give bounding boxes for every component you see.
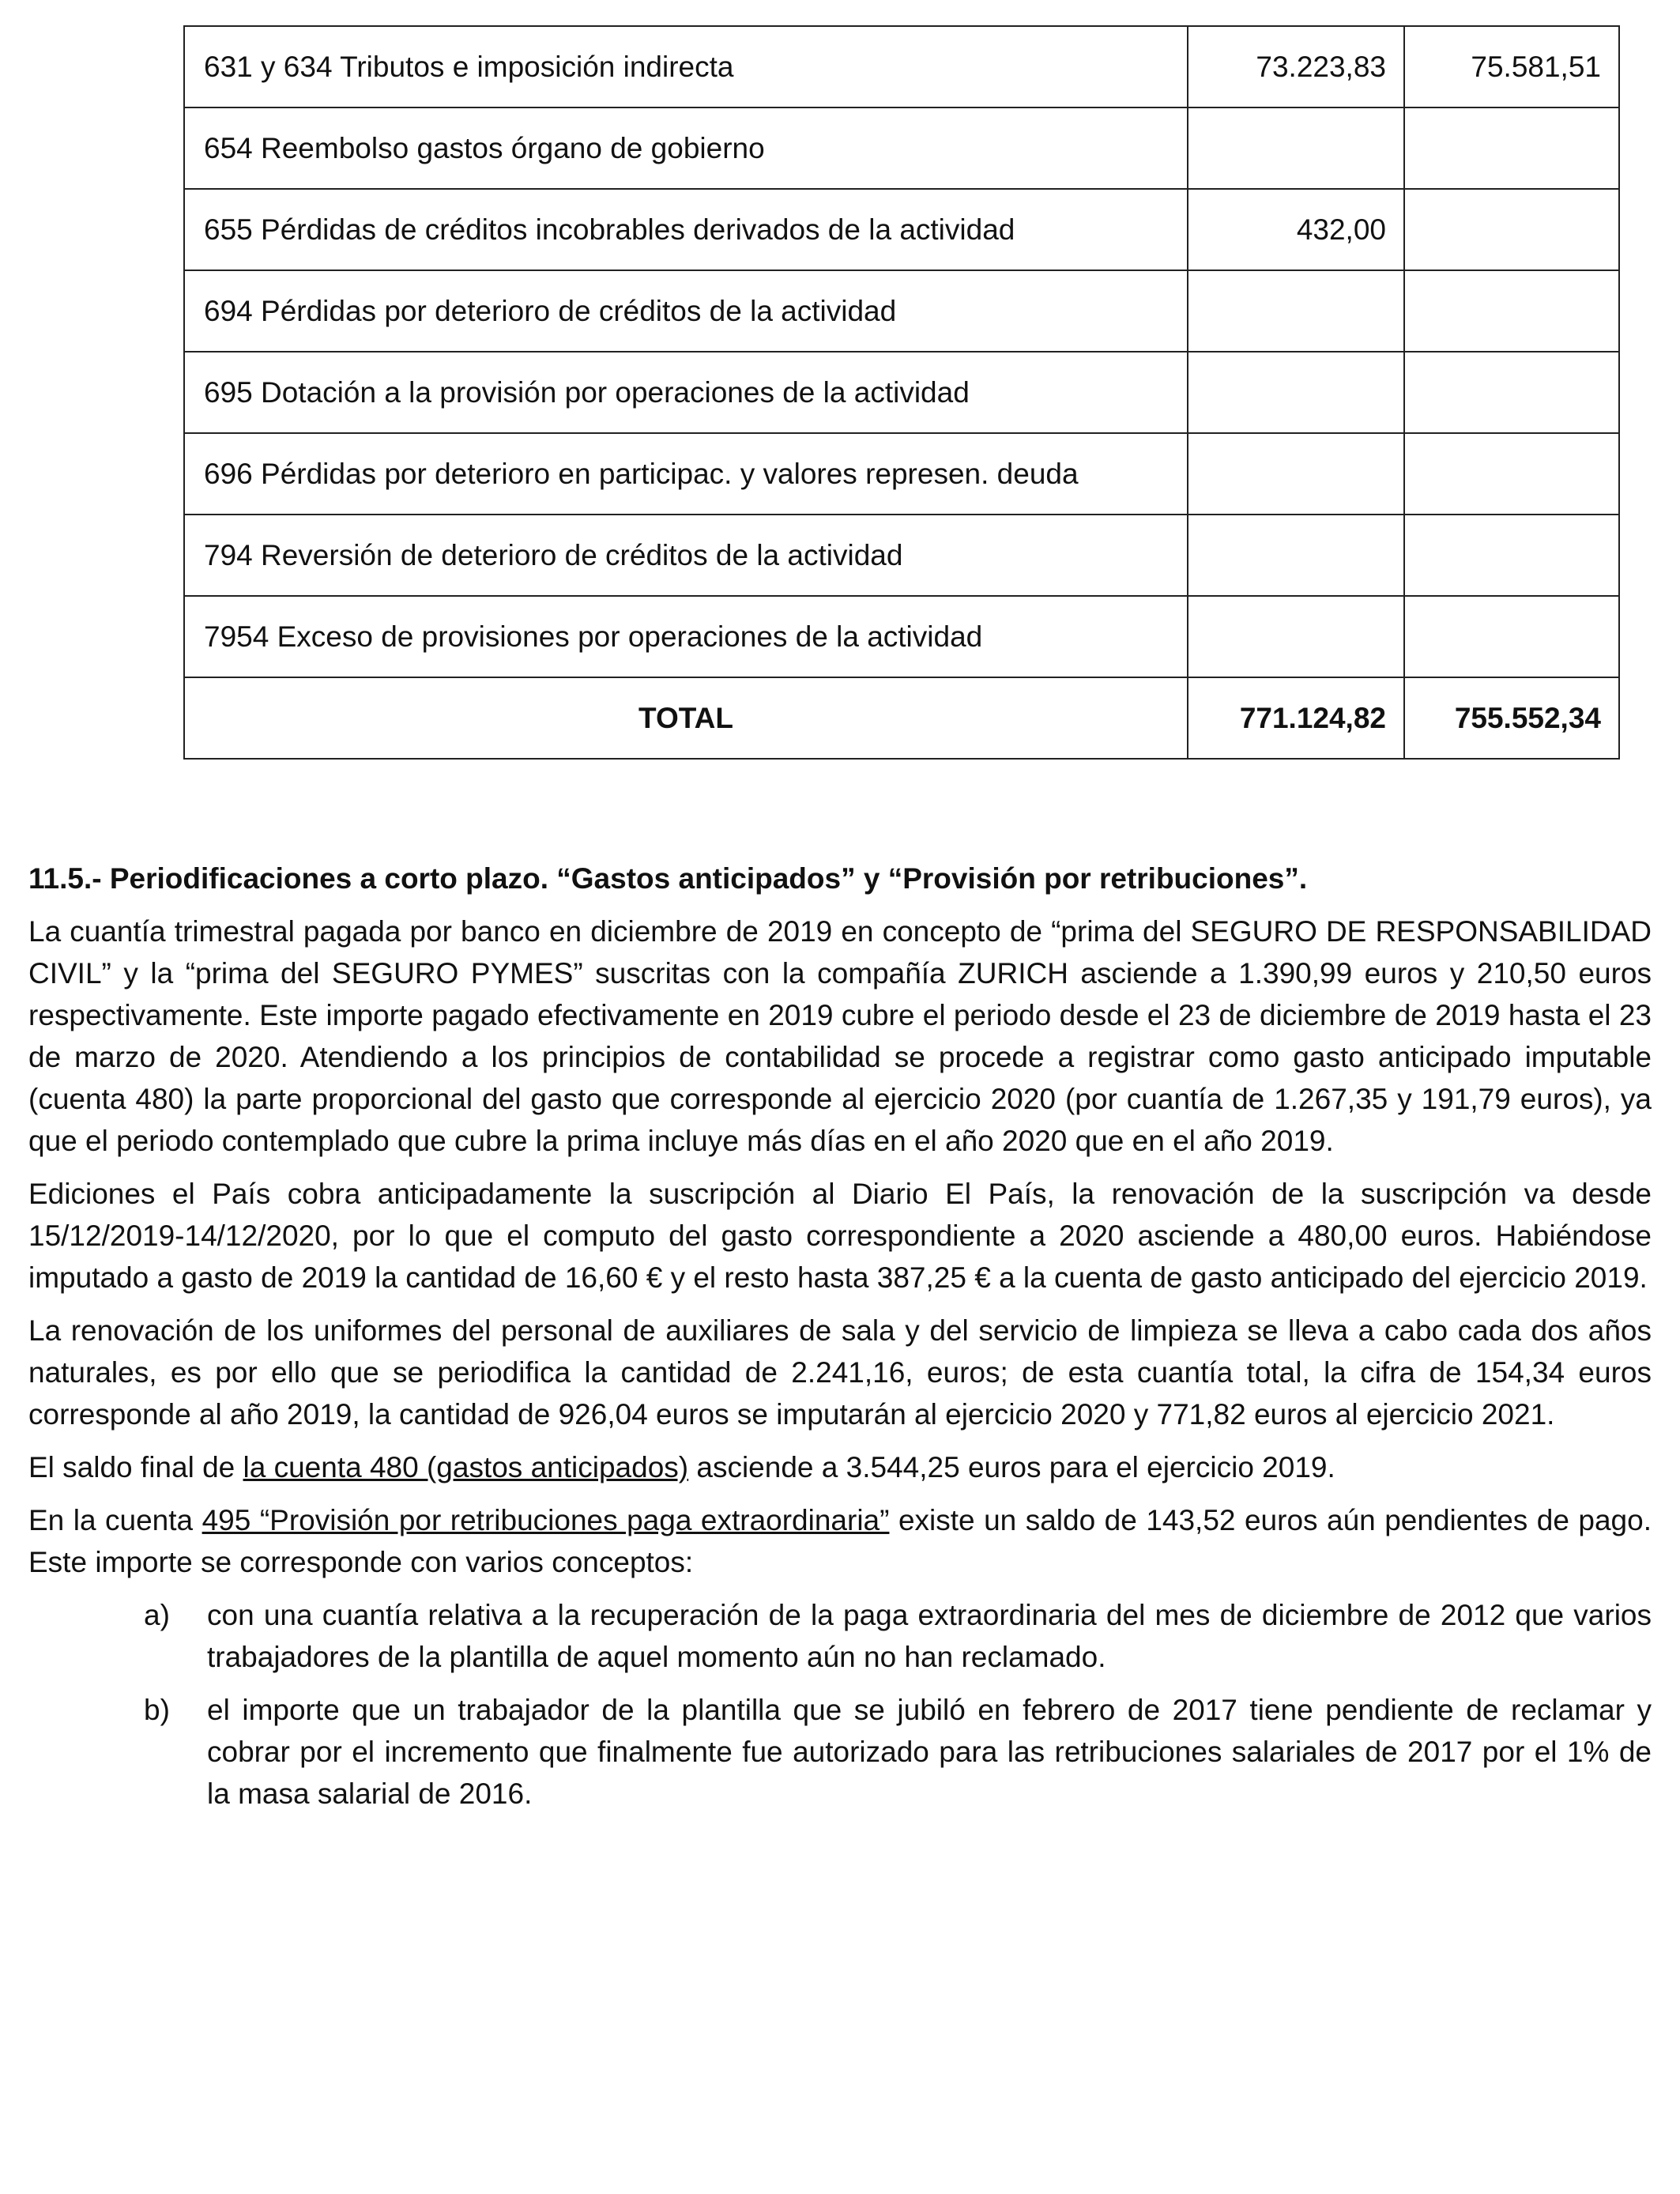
row-value-2018 xyxy=(1404,515,1619,596)
paragraph-account-480 xyxy=(28,1446,1652,1488)
periodification-section xyxy=(28,858,1652,1826)
paragraph-insurance: La cuantía trimestral pagada por banco en diciembre de 2019 en concepto de “prima del SEGURO DE RESPONSABILIDAD CIVIL” y la “prima del SEGURO PYMES” suscritas con la compañía ZURICH asciende a 1.390,99 euros y 210,50 euros respectivamente. Este importe pagado efectivamente en 2019 cubre el periodo desde el 23 de diciembre de 2019 hasta el 23 de marzo de 2020. Atendiendo a los principios de contabilidad se procede a registrar como gasto anticipado imputable (cuenta 480) la parte proporcional del gasto que corresponde al ejercicio 2020 (por cuantía de 1.267,35 y 191,79 euros), ya que el periodo contemplado que cubre la prima incluye más días en el año 2020 que en el año 2019. xyxy=(28,915,1652,1157)
row-value-2019 xyxy=(1188,352,1404,433)
total-label: TOTAL xyxy=(184,677,1188,759)
row-value-2019: 73.223,83 xyxy=(1188,26,1404,107)
row-concept: 631 y 634 Tributos e imposición indirecta xyxy=(184,26,1188,107)
row-concept: 794 Reversión de deterioro de créditos de la actividad xyxy=(184,515,1188,596)
list-item xyxy=(28,1594,1652,1678)
list-item-text: el importe que un trabajador de la plantilla que se jubiló en febrero de 2017 tiene pendiente de reclamar y cobrar por el incremento que finalmente fue autorizado para las retribuciones salariales de 2017 por el 1% de la masa salarial de 2016. xyxy=(207,1694,1652,1810)
paragraph-account-495 xyxy=(28,1499,1652,1583)
table-row xyxy=(184,270,1619,352)
row-concept: 655 Pérdidas de créditos incobrables derivados de la actividad xyxy=(184,189,1188,270)
text-fragment: En la cuenta xyxy=(28,1504,202,1536)
table-row xyxy=(184,26,1619,107)
list-item xyxy=(28,1689,1652,1815)
row-concept: 696 Pérdidas por deterioro en participac. y valores represen. deuda xyxy=(184,433,1188,515)
row-value-2018 xyxy=(1404,189,1619,270)
list-item-text: con una cuantía relativa a la recuperación de la paga extraordinaria del mes de diciembre de 2012 que varios trabajadores de la plantilla de aquel momento aún no han reclamado. xyxy=(207,1599,1652,1673)
total-row xyxy=(184,677,1619,759)
row-value-2019 xyxy=(1188,433,1404,515)
total-value-2018: 755.552,34 xyxy=(1404,677,1619,759)
table-row xyxy=(184,107,1619,189)
list-marker: a) xyxy=(144,1599,170,1631)
underlined-account-480: la cuenta 480 (gastos anticipados) xyxy=(243,1451,689,1483)
row-value-2019: 432,00 xyxy=(1188,189,1404,270)
row-value-2019 xyxy=(1188,270,1404,352)
paragraph-uniforms: La renovación de los uniformes del personal de auxiliares de sala y del servicio de limpieza se lleva a cabo cada dos años naturales, es por ello que se periodifica la cantidad de 2.241,16, euros; de esta cuantía total, la cifra de 154,34 euros corresponde al año 2019, la cantidad de 926,04 euros se imputarán al ejercicio 2020 y 771,82 euros al ejercicio 2021. xyxy=(28,1314,1652,1431)
section-heading: 11.5.- Periodificaciones a corto plazo. “Gastos anticipados” y “Provisión por retribuciones”. xyxy=(28,862,1308,895)
table-row xyxy=(184,515,1619,596)
row-value-2019 xyxy=(1188,515,1404,596)
row-concept: 654 Reembolso gastos órgano de gobierno xyxy=(184,107,1188,189)
row-value-2018 xyxy=(1404,270,1619,352)
row-value-2018 xyxy=(1404,107,1619,189)
row-value-2018: 75.581,51 xyxy=(1404,26,1619,107)
table-row xyxy=(184,596,1619,677)
total-value-2019: 771.124,82 xyxy=(1188,677,1404,759)
row-value-2019 xyxy=(1188,107,1404,189)
table-row xyxy=(184,189,1619,270)
row-value-2018 xyxy=(1404,433,1619,515)
underlined-account-495: 495 “Provisión por retribuciones paga extraordinaria” xyxy=(202,1504,890,1536)
row-value-2018 xyxy=(1404,352,1619,433)
row-value-2019 xyxy=(1188,596,1404,677)
row-concept: 7954 Exceso de provisiones por operaciones de la actividad xyxy=(184,596,1188,677)
row-concept: 694 Pérdidas por deterioro de créditos de la actividad xyxy=(184,270,1188,352)
paragraph-subscription: Ediciones el País cobra anticipadamente la suscripción al Diario El País, la renovación de la suscripción va desde 15/12/2019-14/12/2020, por lo que el computo del gasto correspondiente a 2020 asciende a 480,00 euros. Habiéndose imputado a gasto de 2019 la cantidad de 16,60 € y el resto hasta 387,25 € a la cuenta de gasto anticipado del ejercicio 2019. xyxy=(28,1178,1652,1294)
row-concept: 695 Dotación a la provisión por operaciones de la actividad xyxy=(184,352,1188,433)
list-marker: b) xyxy=(144,1694,170,1726)
text-fragment: El saldo final de xyxy=(28,1451,243,1483)
expenses-table xyxy=(183,25,1620,760)
row-value-2018 xyxy=(1404,596,1619,677)
text-fragment: existe un saldo de 143,52 euros aún pendientes de pago. Este importe se corresponde con varios conceptos: xyxy=(28,1504,1652,1578)
table-row xyxy=(184,352,1619,433)
text-fragment: asciende a 3.544,25 euros para el ejercicio 2019. xyxy=(688,1451,1335,1483)
table-row xyxy=(184,433,1619,515)
